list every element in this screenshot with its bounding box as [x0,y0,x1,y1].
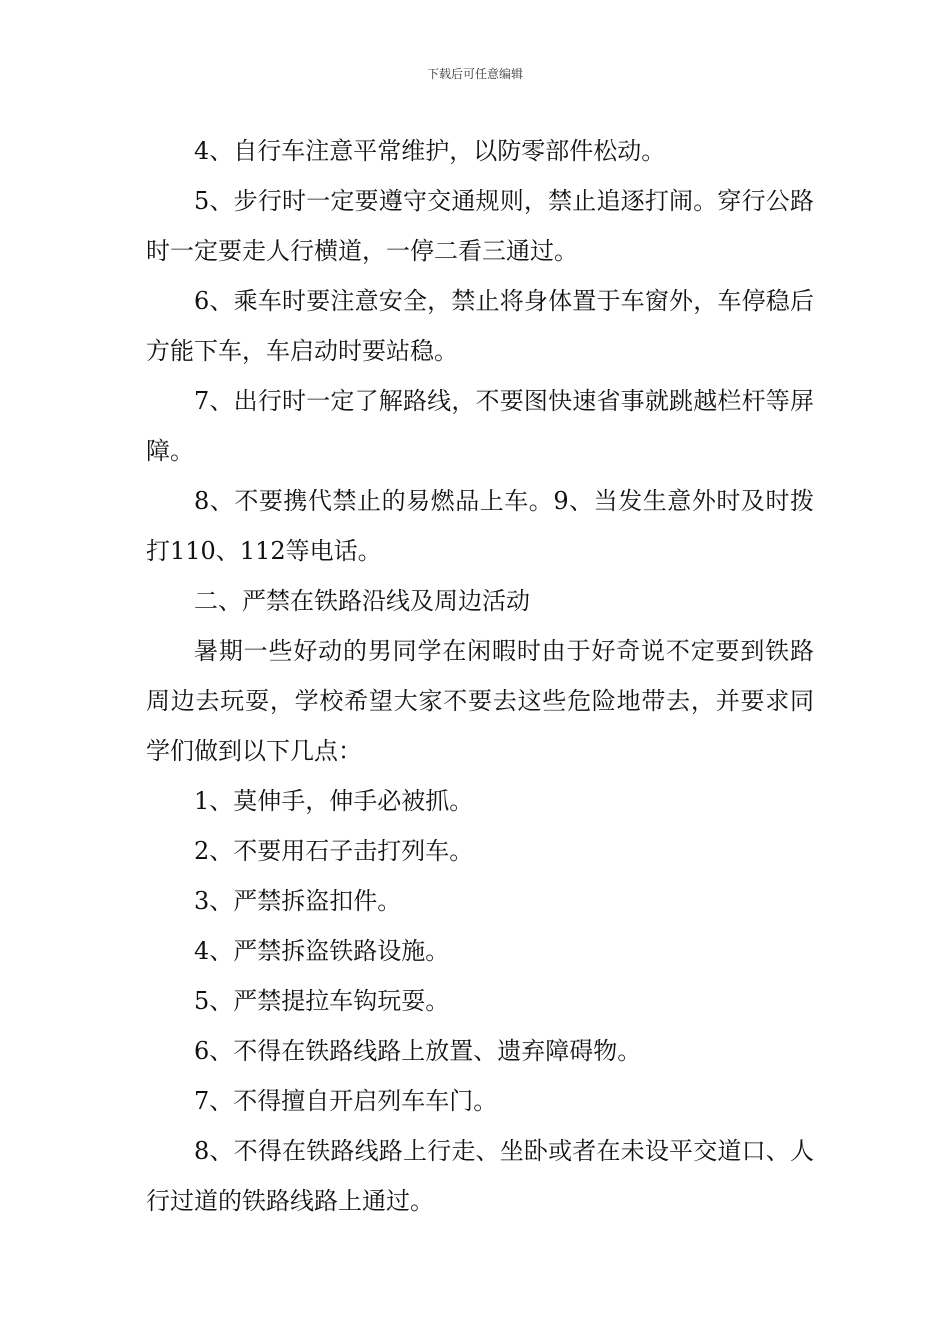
list-item: 8、不得在铁路线路上行走、坐卧或者在未设平交道口、人行过道的铁路线路上通过。 [146,1137,814,1215]
list-item: 2、不要用石子击打列车。 [194,837,474,865]
section-heading: 二、严禁在铁路沿线及周边活动 [194,587,530,615]
paragraph: 6、乘车时要注意安全，禁止将身体置于车窗外，车停稳后方能下车，车启动时要站稳。 [146,287,814,365]
list-item: 3、严禁拆盗扣件。 [194,887,402,915]
paragraph: 暑期一些好动的男同学在闲暇时由于好奇说不定要到铁路周边去玩耍，学校希望大家不要去这些危险地带去，并要求同学们做到以下几点： [146,637,814,765]
list-item: 5、严禁提拉车钩玩耍。 [194,987,450,1015]
list-item: 4、严禁拆盗铁路设施。 [194,937,450,965]
paragraph: 4、自行车注意平常维护，以防零部件松动。 [194,137,666,165]
list-item: 6、不得在铁路线路上放置、遗弃障碍物。 [194,1037,642,1065]
paragraph: 5、步行时一定要遵守交通规则，禁止追逐打闹。穿行公路时一定要走人行横道，一停二看三通过。 [146,187,814,265]
list-item: 1、莫伸手，伸手必被抓。 [194,787,474,815]
paragraph: 8、不要携代禁止的易燃品上车。9、当发生意外时及时拨打110、112等电话。 [146,487,814,565]
page-header: 下载后可任意编辑 [426,67,523,81]
document-body [146,126,814,1226]
list-item: 7、不得擅自开启列车车门。 [194,1087,498,1115]
paragraph: 7、出行时一定了解路线，不要图快速省事就跳越栏杆等屏障。 [146,387,814,465]
